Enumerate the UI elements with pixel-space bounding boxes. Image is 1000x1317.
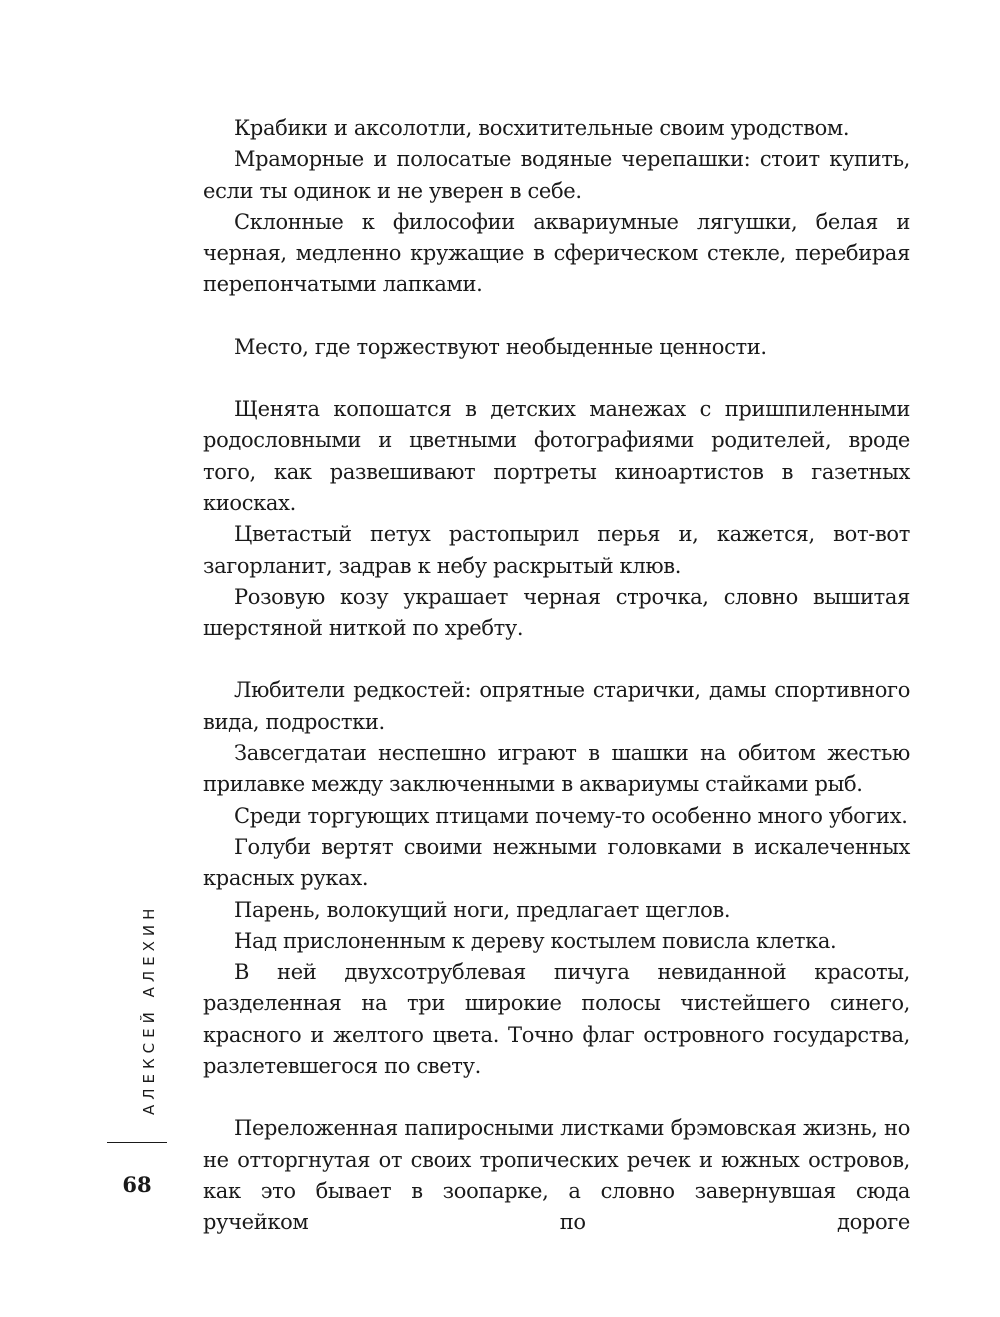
section-break [203,363,910,394]
page-number: 68 [122,1172,152,1197]
paragraph: Над прислоненным к дереву костылем повисла клетка. [234,928,837,953]
paragraph: Завсегдатаи неспешно играют в шашки на обитом жестью прилавке между заключенными в аквариумы стайками рыб. [203,741,910,797]
paragraph: Место, где торжествуют необыденные ценности. [234,334,767,359]
section-break [203,1082,910,1113]
section-break [203,644,910,675]
paragraph: Среди торгующих птицами почему-то особенно много убогих. [234,803,908,828]
paragraph: Голуби вертят своими нежными головками в искалеченных красных руках. [203,834,910,891]
running-head-author: АЛЕКСЕЙ АЛЕХИН [140,903,158,1115]
section-break [203,301,910,332]
paragraph: Крабики и аксолотли, восхитительные своим уродством. [234,116,850,140]
paragraph: Щенята копошатся в детских манежах с пришпиленными родословными и цветными фотографиями родителей, вроде того, как развешивают портреты киноартистов в газетных киосках. [203,397,910,515]
folio-rule [107,1142,167,1143]
paragraph: В ней двухсотрублевая пичуга невиданной красоты, разделенная на три широкие полосы чистейшего синего, красного и желтого цвета. Точно флаг островного государства, разлетевшегося по свету. [203,960,910,1079]
paragraph: Мраморные и полосатые водяные черепашки: стоит купить, если ты одинок и не уверен в себе. [203,147,910,203]
paragraph: Склонные к философии аквариумные лягушки, белая и черная, медленно кружащие в сферическом стекле, перебирая перепончатыми лапками. [203,209,910,297]
paragraph: Парень, волокущий ноги, предлагает щеглов. [234,897,731,922]
paragraph: Любители редкостей: опрятные старички, дамы спортивного вида, подростки. [203,678,910,734]
paragraph: Розовую козу украшает черная строчка, словно вышитая шерстяной ниткой по хребту. [203,584,910,641]
paragraph: Переложенная папиросными листками брэмовская жизнь, но не отторгнутая от своих тропических речек и южных островов, как это бывает в зоопарке, а словно завернувшая сюда ручейком по дороге [203,1116,910,1235]
body-text [203,113,910,1239]
paragraph: Цветастый петух растопырил перья и, кажется, вот-вот загорланит, задрав к небу раскрытый клюв. [203,522,910,578]
